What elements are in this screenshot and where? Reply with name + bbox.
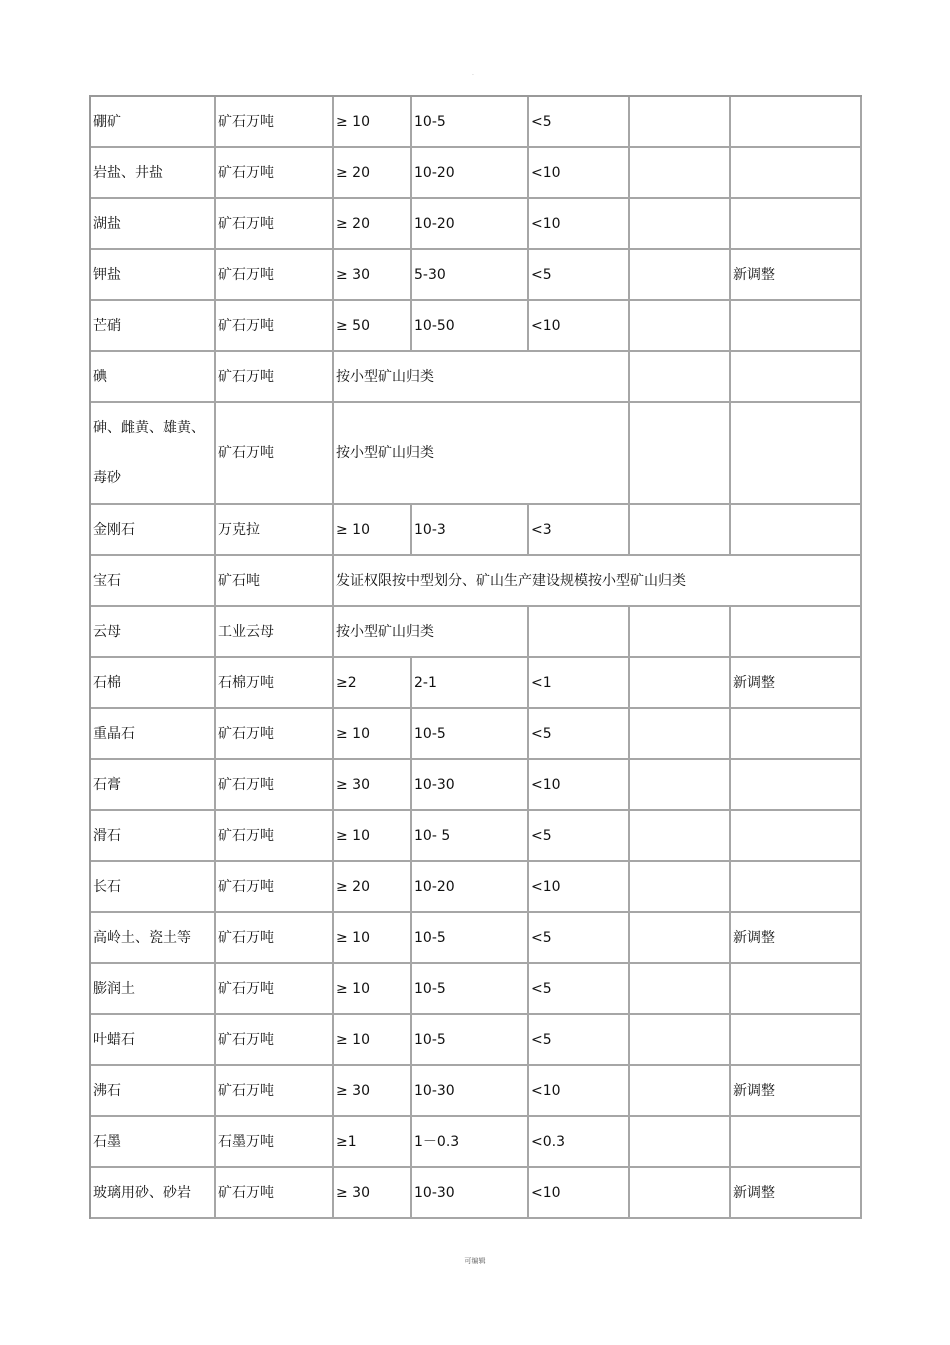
table-row: [91, 148, 862, 199]
medium-scale-cell: 10-20: [412, 199, 529, 250]
small-scale-cell: <5: [529, 1015, 630, 1066]
table-row: [91, 301, 862, 352]
note-cell: [731, 607, 862, 658]
blank-cell: [630, 709, 731, 760]
small-scale-cell: <5: [529, 250, 630, 301]
blank-cell: [630, 148, 731, 199]
mineral-cell: 湖盐: [91, 199, 216, 250]
note-cell: [731, 709, 862, 760]
unit-cell: 工业云母: [216, 607, 334, 658]
mineral-cell: 玻璃用砂、砂岩: [91, 1168, 216, 1219]
classification-note-cell: 按小型矿山归类: [334, 403, 630, 505]
unit-cell: 矿石万吨: [216, 250, 334, 301]
mineral-cell: 石膏: [91, 760, 216, 811]
medium-scale-cell: 10-30: [412, 760, 529, 811]
small-scale-cell: <5: [529, 709, 630, 760]
unit-cell: 矿石万吨: [216, 760, 334, 811]
blank-cell: [630, 760, 731, 811]
mineral-cell: 宝石: [91, 556, 216, 607]
medium-scale-cell: 10-30: [412, 1168, 529, 1219]
table-row: [91, 760, 862, 811]
small-scale-cell: <3: [529, 505, 630, 556]
small-scale-cell: <10: [529, 199, 630, 250]
large-scale-cell: ≥ 10: [334, 505, 412, 556]
blank-cell: [630, 301, 731, 352]
mineral-cell: 膨润土: [91, 964, 216, 1015]
small-scale-cell: <10: [529, 1168, 630, 1219]
medium-scale-cell: 10-5: [412, 1015, 529, 1066]
large-scale-cell: ≥ 10: [334, 709, 412, 760]
blank-cell: [630, 1117, 731, 1168]
medium-scale-cell: 10-3: [412, 505, 529, 556]
mineral-cell: 石墨: [91, 1117, 216, 1168]
note-cell: [731, 403, 862, 505]
mineral-cell: 岩盐、井盐: [91, 148, 216, 199]
note-cell: 新调整: [731, 250, 862, 301]
small-scale-cell: <10: [529, 301, 630, 352]
classification-note-cell: 按小型矿山归类: [334, 607, 529, 658]
mineral-cell: 砷、雌黄、雄黄、毒砂: [91, 403, 216, 505]
blank-cell: [630, 964, 731, 1015]
large-scale-cell: ≥ 10: [334, 97, 412, 148]
mineral-cell: 高岭土、瓷土等: [91, 913, 216, 964]
mineral-cell: 云母: [91, 607, 216, 658]
table-row: [91, 913, 862, 964]
table-row: [91, 1117, 862, 1168]
page-top-mark: .: [472, 70, 474, 77]
table-row: [91, 556, 862, 607]
small-scale-cell: [529, 607, 630, 658]
medium-scale-cell: 5-30: [412, 250, 529, 301]
note-cell: [731, 964, 862, 1015]
large-scale-cell: ≥ 30: [334, 760, 412, 811]
small-scale-cell: <0.3: [529, 1117, 630, 1168]
unit-cell: 矿石万吨: [216, 913, 334, 964]
table-row: [91, 1015, 862, 1066]
table-row: [91, 199, 862, 250]
blank-cell: [630, 658, 731, 709]
mineral-cell: 叶蜡石: [91, 1015, 216, 1066]
medium-scale-cell: 2-1: [412, 658, 529, 709]
note-cell: [731, 199, 862, 250]
table-row: [91, 709, 862, 760]
large-scale-cell: ≥ 10: [334, 913, 412, 964]
large-scale-cell: ≥ 10: [334, 1015, 412, 1066]
blank-cell: [630, 1066, 731, 1117]
table-row: [91, 352, 862, 403]
table-row: [91, 505, 862, 556]
blank-cell: [630, 1168, 731, 1219]
medium-scale-cell: 10-5: [412, 97, 529, 148]
small-scale-cell: <5: [529, 811, 630, 862]
small-scale-cell: <5: [529, 97, 630, 148]
unit-cell: 矿石万吨: [216, 709, 334, 760]
table-row: [91, 97, 862, 148]
mineral-cell: 钾盐: [91, 250, 216, 301]
unit-cell: 矿石万吨: [216, 1168, 334, 1219]
unit-cell: 石棉万吨: [216, 658, 334, 709]
large-scale-cell: ≥2: [334, 658, 412, 709]
medium-scale-cell: 10-20: [412, 148, 529, 199]
small-scale-cell: <10: [529, 148, 630, 199]
table-row: [91, 811, 862, 862]
note-cell: [731, 505, 862, 556]
blank-cell: [630, 913, 731, 964]
mineral-cell: 石棉: [91, 658, 216, 709]
large-scale-cell: ≥ 20: [334, 199, 412, 250]
unit-cell: 矿石万吨: [216, 403, 334, 505]
note-cell: 新调整: [731, 913, 862, 964]
note-cell: [731, 352, 862, 403]
classification-note-cell: 发证权限按中型划分、矿山生产建设规模按小型矿山归类: [334, 556, 862, 607]
table-row: [91, 607, 862, 658]
large-scale-cell: ≥1: [334, 1117, 412, 1168]
unit-cell: 矿石万吨: [216, 199, 334, 250]
table-row: [91, 964, 862, 1015]
unit-cell: 矿石万吨: [216, 1066, 334, 1117]
medium-scale-cell: 10-20: [412, 862, 529, 913]
note-cell: 新调整: [731, 1168, 862, 1219]
mineral-cell: 金刚石: [91, 505, 216, 556]
blank-cell: [630, 1015, 731, 1066]
small-scale-cell: <10: [529, 1066, 630, 1117]
medium-scale-cell: 10-30: [412, 1066, 529, 1117]
blank-cell: [630, 505, 731, 556]
large-scale-cell: ≥ 20: [334, 862, 412, 913]
note-cell: [731, 862, 862, 913]
medium-scale-cell: 10-5: [412, 964, 529, 1015]
unit-cell: 矿石吨: [216, 556, 334, 607]
blank-cell: [630, 352, 731, 403]
table-row: [91, 1168, 862, 1219]
table-row: [91, 403, 862, 505]
note-cell: [731, 760, 862, 811]
large-scale-cell: ≥ 30: [334, 1168, 412, 1219]
small-scale-cell: <10: [529, 862, 630, 913]
note-cell: [731, 301, 862, 352]
blank-cell: [630, 250, 731, 301]
mineral-cell: 沸石: [91, 1066, 216, 1117]
large-scale-cell: ≥ 30: [334, 250, 412, 301]
blank-cell: [630, 862, 731, 913]
unit-cell: 矿石万吨: [216, 301, 334, 352]
table-row: [91, 1066, 862, 1117]
small-scale-cell: <5: [529, 913, 630, 964]
note-cell: [731, 1117, 862, 1168]
large-scale-cell: ≥ 50: [334, 301, 412, 352]
unit-cell: 石墨万吨: [216, 1117, 334, 1168]
small-scale-cell: <5: [529, 964, 630, 1015]
classification-note-cell: 按小型矿山归类: [334, 352, 630, 403]
medium-scale-cell: 10-5: [412, 913, 529, 964]
table-row: [91, 658, 862, 709]
note-cell: [731, 97, 862, 148]
medium-scale-cell: 1－0.3: [412, 1117, 529, 1168]
unit-cell: 矿石万吨: [216, 97, 334, 148]
medium-scale-cell: 10-50: [412, 301, 529, 352]
large-scale-cell: ≥ 30: [334, 1066, 412, 1117]
page-footer: 可编辑: [464, 1257, 486, 1265]
note-cell: [731, 148, 862, 199]
small-scale-cell: <1: [529, 658, 630, 709]
mineral-cell: 碘: [91, 352, 216, 403]
blank-cell: [630, 403, 731, 505]
table-row: [91, 862, 862, 913]
note-cell: 新调整: [731, 1066, 862, 1117]
note-cell: 新调整: [731, 658, 862, 709]
medium-scale-cell: 10-5: [412, 709, 529, 760]
mineral-cell: 硼矿: [91, 97, 216, 148]
mineral-cell: 重晶石: [91, 709, 216, 760]
unit-cell: 矿石万吨: [216, 811, 334, 862]
unit-cell: 矿石万吨: [216, 1015, 334, 1066]
mineral-cell: 滑石: [91, 811, 216, 862]
mine-scale-table: [89, 95, 862, 1219]
medium-scale-cell: 10- 5: [412, 811, 529, 862]
small-scale-cell: <10: [529, 760, 630, 811]
table-row: [91, 250, 862, 301]
mineral-cell: 长石: [91, 862, 216, 913]
blank-cell: [630, 199, 731, 250]
unit-cell: 矿石万吨: [216, 862, 334, 913]
blank-cell: [630, 811, 731, 862]
unit-cell: 矿石万吨: [216, 352, 334, 403]
large-scale-cell: ≥ 20: [334, 148, 412, 199]
large-scale-cell: ≥ 10: [334, 811, 412, 862]
blank-cell: [630, 607, 731, 658]
note-cell: [731, 811, 862, 862]
blank-cell: [630, 97, 731, 148]
mineral-cell: 芒硝: [91, 301, 216, 352]
large-scale-cell: ≥ 10: [334, 964, 412, 1015]
unit-cell: 矿石万吨: [216, 148, 334, 199]
unit-cell: 矿石万吨: [216, 964, 334, 1015]
note-cell: [731, 1015, 862, 1066]
unit-cell: 万克拉: [216, 505, 334, 556]
